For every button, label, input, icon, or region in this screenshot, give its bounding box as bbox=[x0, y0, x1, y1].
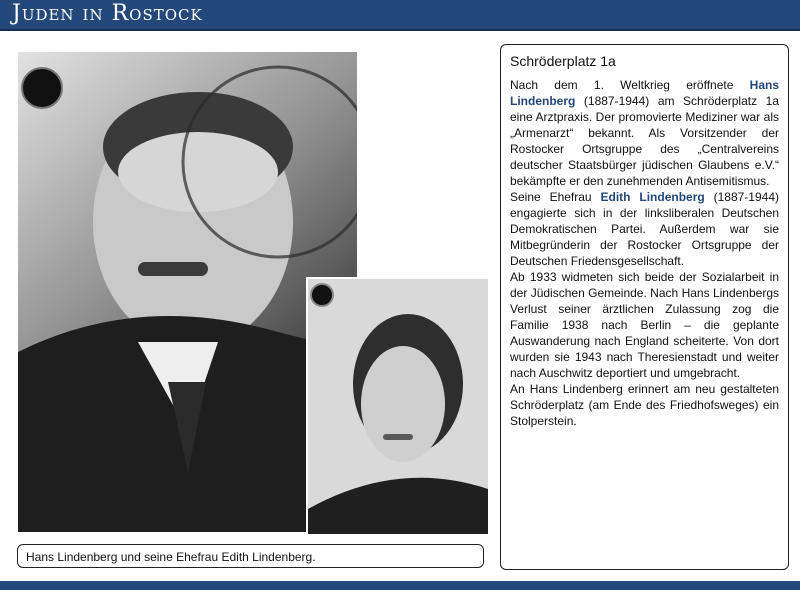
header-bar bbox=[0, 0, 800, 31]
paragraph-3: Ab 1933 widmeten sich beide der Sozialarbeit in der Jüdischen Gemeinde. Nach Hans Lindenbergs Verlust seiner ärztlichen Zulassung zog die Familie 1938 nach Berlin – die geplante Auswanderung nach England scheiterte. Von dort wurden sie 1943 nach Theresienstadt und weiter nach Auschwitz deportiert und umgebracht. bbox=[510, 270, 779, 380]
p2-text-before: Seine Ehefrau bbox=[510, 190, 601, 204]
article-panel bbox=[500, 44, 789, 570]
p2-text-after: (1887-1944) engagierte sich in der linksliberalen Deutschen Demokratischen Partei. Außerdem war sie Mitbegründerin der Rostocker Ortsgruppe der Deutschen Friedensgesellschaft. bbox=[510, 190, 779, 268]
p1-text-after: (1887-1944) am Schröderplatz 1a eine Arztpraxis. Der promovierte Mediziner war als „Armenarzt“ bekannt. Als Vorsitzender der Rostocker Ortsgruppe des „Centralvereins deutscher Staatsbürger jüdischen Glaubens e.V.“ bekämpfte er den zunehmenden Antisemitismus. bbox=[510, 94, 779, 188]
photo-caption: Hans Lindenberg und seine Ehefrau Edith Lindenberg. bbox=[17, 544, 484, 568]
p1-text-before: Nach dem 1. Weltkrieg eröffnete bbox=[510, 78, 750, 92]
article-title: Schröderplatz 1a bbox=[510, 53, 616, 69]
paragraph-1 bbox=[510, 77, 779, 189]
photo-edith-lindenberg bbox=[306, 277, 488, 534]
portrait-edith-illustration bbox=[308, 279, 488, 534]
footer-bar bbox=[0, 581, 800, 590]
paragraph-4: An Hans Lindenberg erinnert am neu gestalteten Schröderplatz (am Ende des Friedhofsweges) ein Stolperstein. bbox=[510, 382, 779, 428]
site-logo[interactable]: Juden in Rostock bbox=[12, 1, 203, 26]
link-hans-lindenberg[interactable]: Hans Lindenberg bbox=[510, 78, 779, 108]
paragraph-2 bbox=[510, 189, 779, 269]
link-edith-lindenberg[interactable]: Edith Lindenberg bbox=[600, 190, 705, 204]
article-body bbox=[510, 77, 779, 429]
